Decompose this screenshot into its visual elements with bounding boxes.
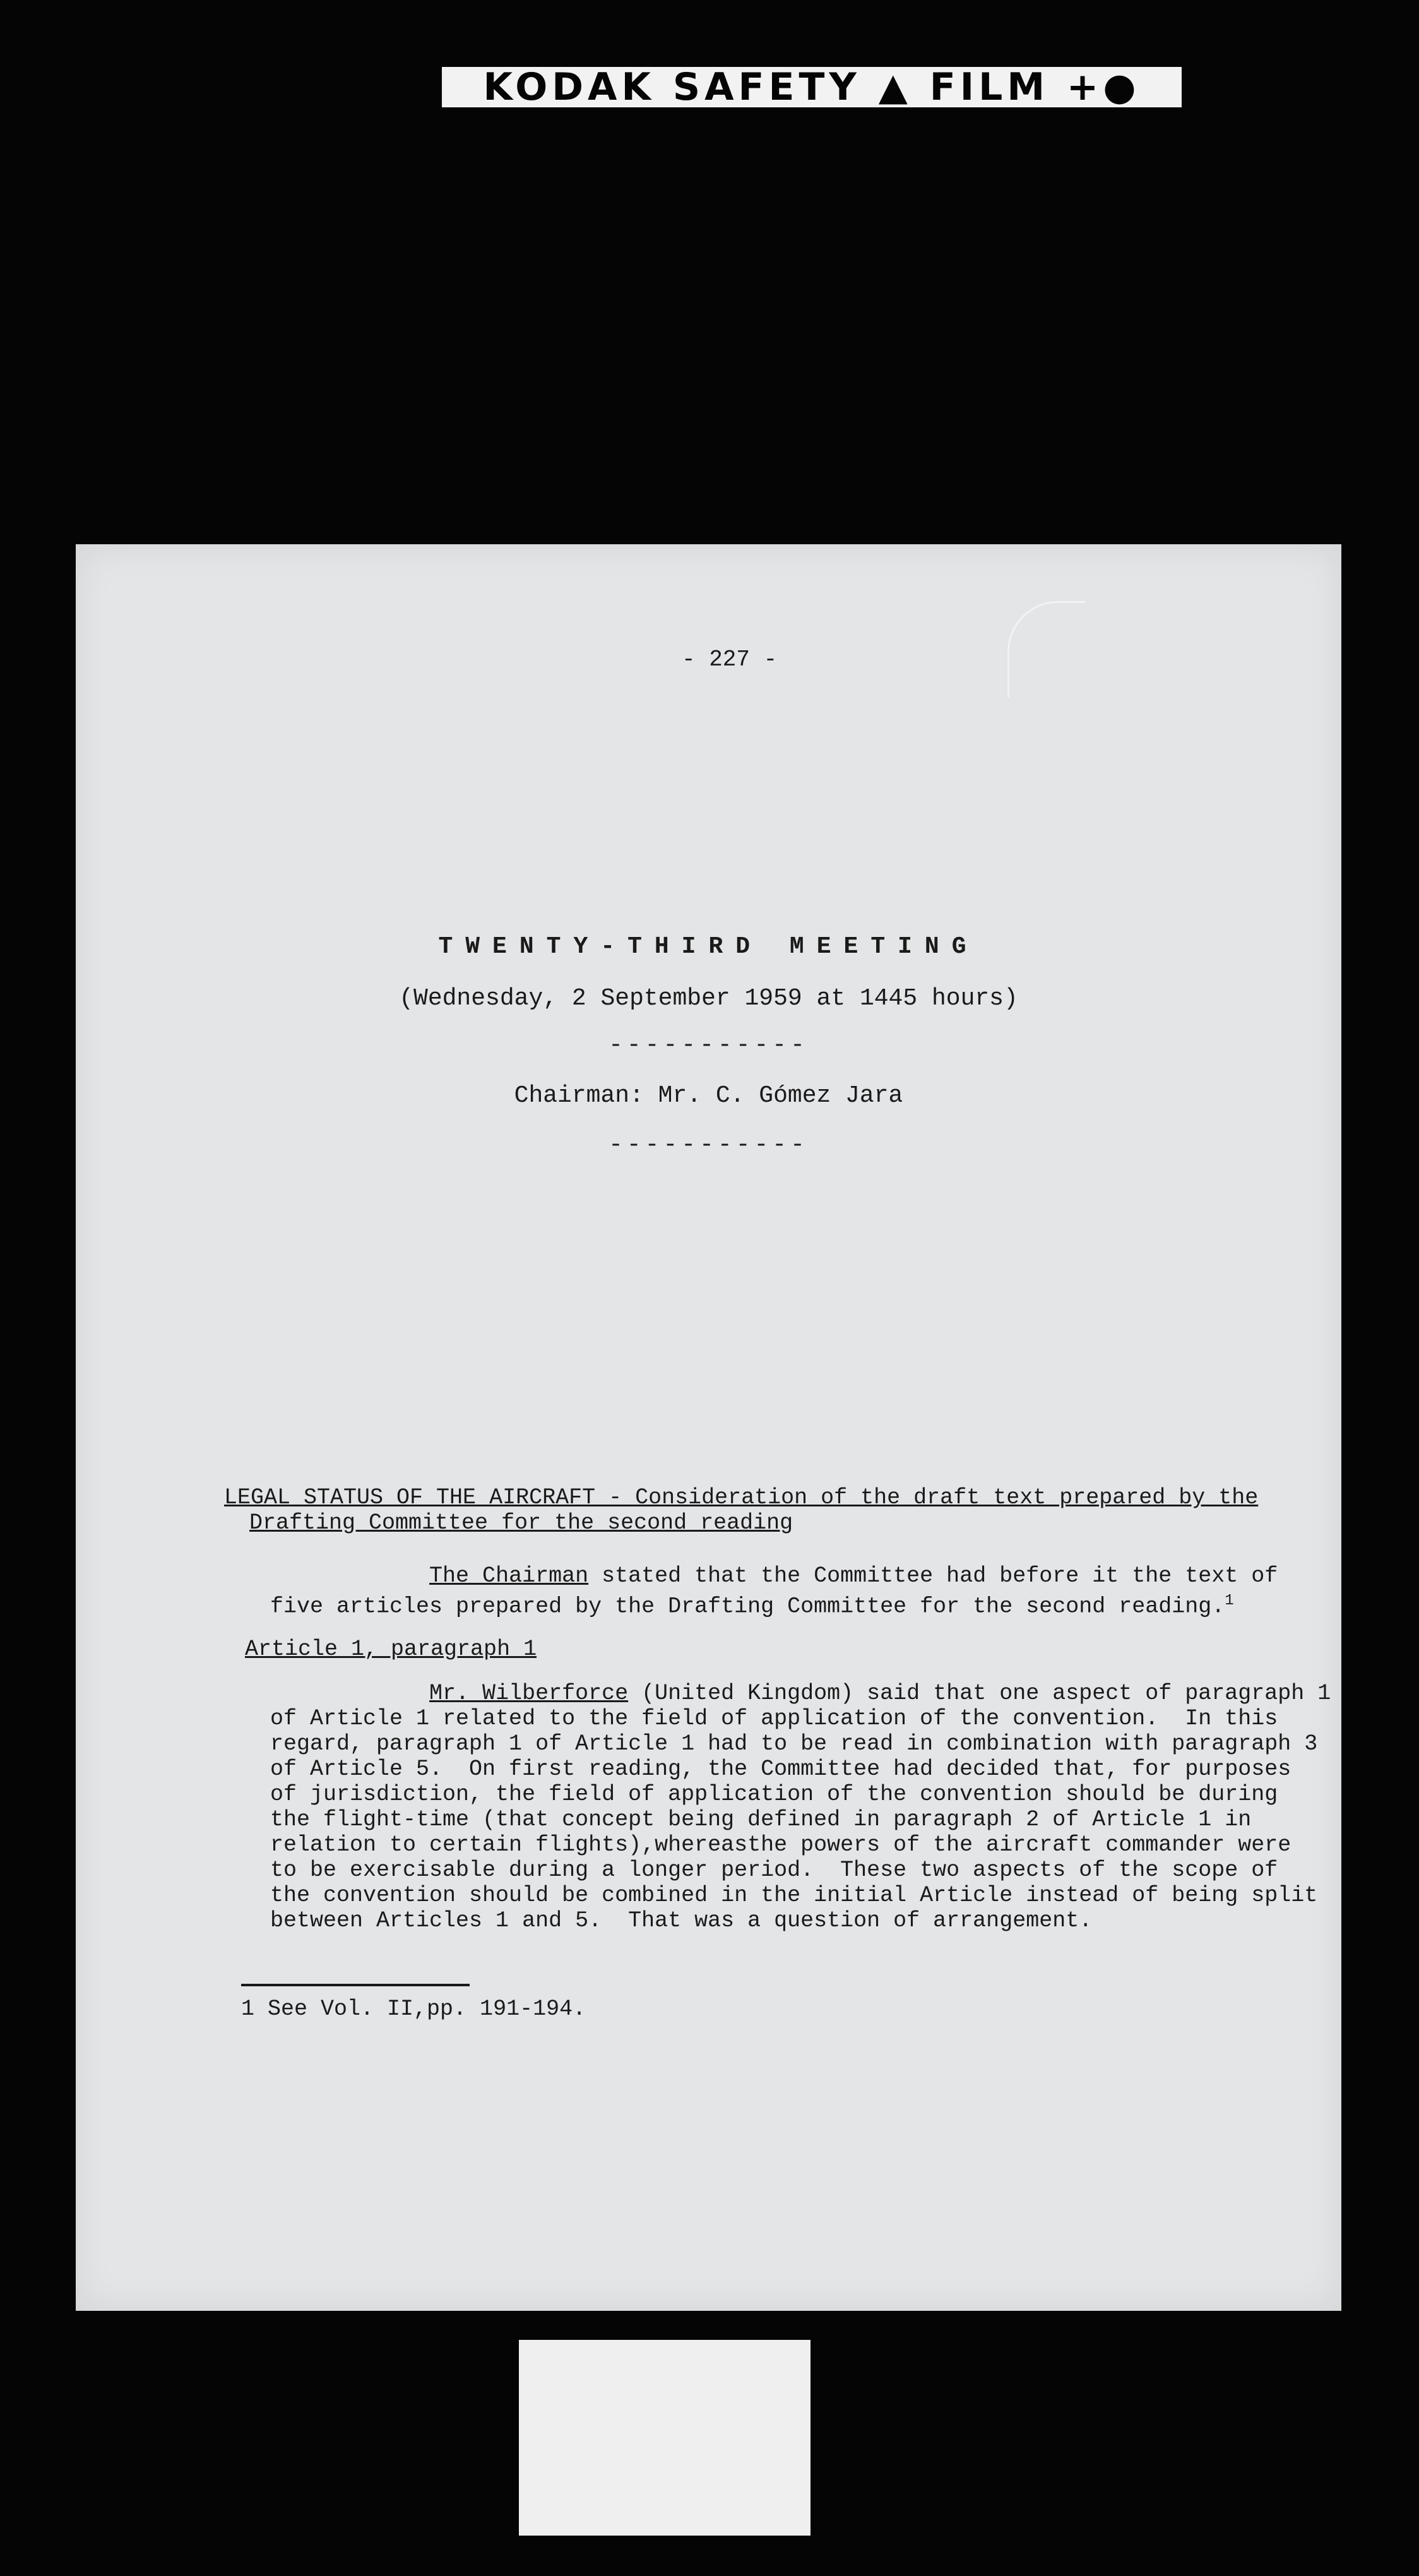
section-heading-line-2: Drafting Committee for the second reading	[249, 1510, 793, 1535]
main-line: relation to certain flights),whereasthe powers of the aircraft commander were	[270, 1832, 1291, 1857]
main-line: of Article 1 related to the field of application of the convention. In this	[270, 1706, 1278, 1731]
section-heading	[224, 1485, 1266, 1535]
meeting-date: (Wednesday, 2 September 1959 at 1445 hours)	[399, 985, 1018, 1012]
chairman-line: Chairman: Mr. C. Gómez Jara	[514, 1082, 903, 1109]
film-scratch	[1007, 601, 1085, 698]
main-line: of jurisdiction, the field of application of the convention should be during	[270, 1782, 1278, 1807]
main-line: between Articles 1 and 5. That was a question of arrangement.	[270, 1908, 1093, 1933]
footnote: 1 See Vol. II,pp. 191-194.	[241, 1996, 586, 2022]
main-line: the flight-time (that concept being defined in paragraph 2 of Article 1 in	[270, 1807, 1252, 1832]
main-line: the convention should be combined in the initial Article instead of being split	[270, 1883, 1318, 1908]
film-label-card	[519, 2340, 810, 2536]
main-line: of Article 5. On first reading, the Committee had decided that, for purposes	[270, 1756, 1291, 1782]
main-paragraph	[270, 1681, 1331, 1933]
main-line: regard, paragraph 1 of Article 1 had to be read in combination with paragraph 3	[270, 1731, 1318, 1756]
main-line: to be exercisable during a longer period. These two aspects of the scope of	[270, 1857, 1278, 1883]
section-heading-line-1: LEGAL STATUS OF THE AIRCRAFT - Consideration of the draft text prepared by the	[224, 1485, 1259, 1510]
footnote-divider	[241, 1984, 470, 1986]
page-number: - 227 -	[682, 647, 778, 672]
meeting-title: TWENTY-THIRD MEETING	[438, 933, 979, 960]
film-edge-label: KODAK SAFETY ▲ FILM +●	[442, 67, 1182, 107]
main-speaker: Mr. Wilberforce	[429, 1681, 629, 1706]
intro-speaker: The Chairman	[429, 1563, 589, 1589]
separator-bottom: -----------	[609, 1131, 809, 1159]
footnote-reference: 1	[1225, 1592, 1234, 1609]
main-line: (United Kingdom) said that one aspect of paragraph 1	[628, 1681, 1331, 1706]
intro-text-line-2: five articles prepared by the Drafting Committee for the second reading.	[270, 1594, 1225, 1619]
intro-paragraph	[270, 1563, 1278, 1619]
separator-top: -----------	[609, 1032, 809, 1059]
document-page	[76, 544, 1341, 2311]
intro-text-line-1: stated that the Committee had before it the text of	[588, 1563, 1278, 1589]
article-heading: Article 1, paragraph 1	[245, 1637, 537, 1662]
